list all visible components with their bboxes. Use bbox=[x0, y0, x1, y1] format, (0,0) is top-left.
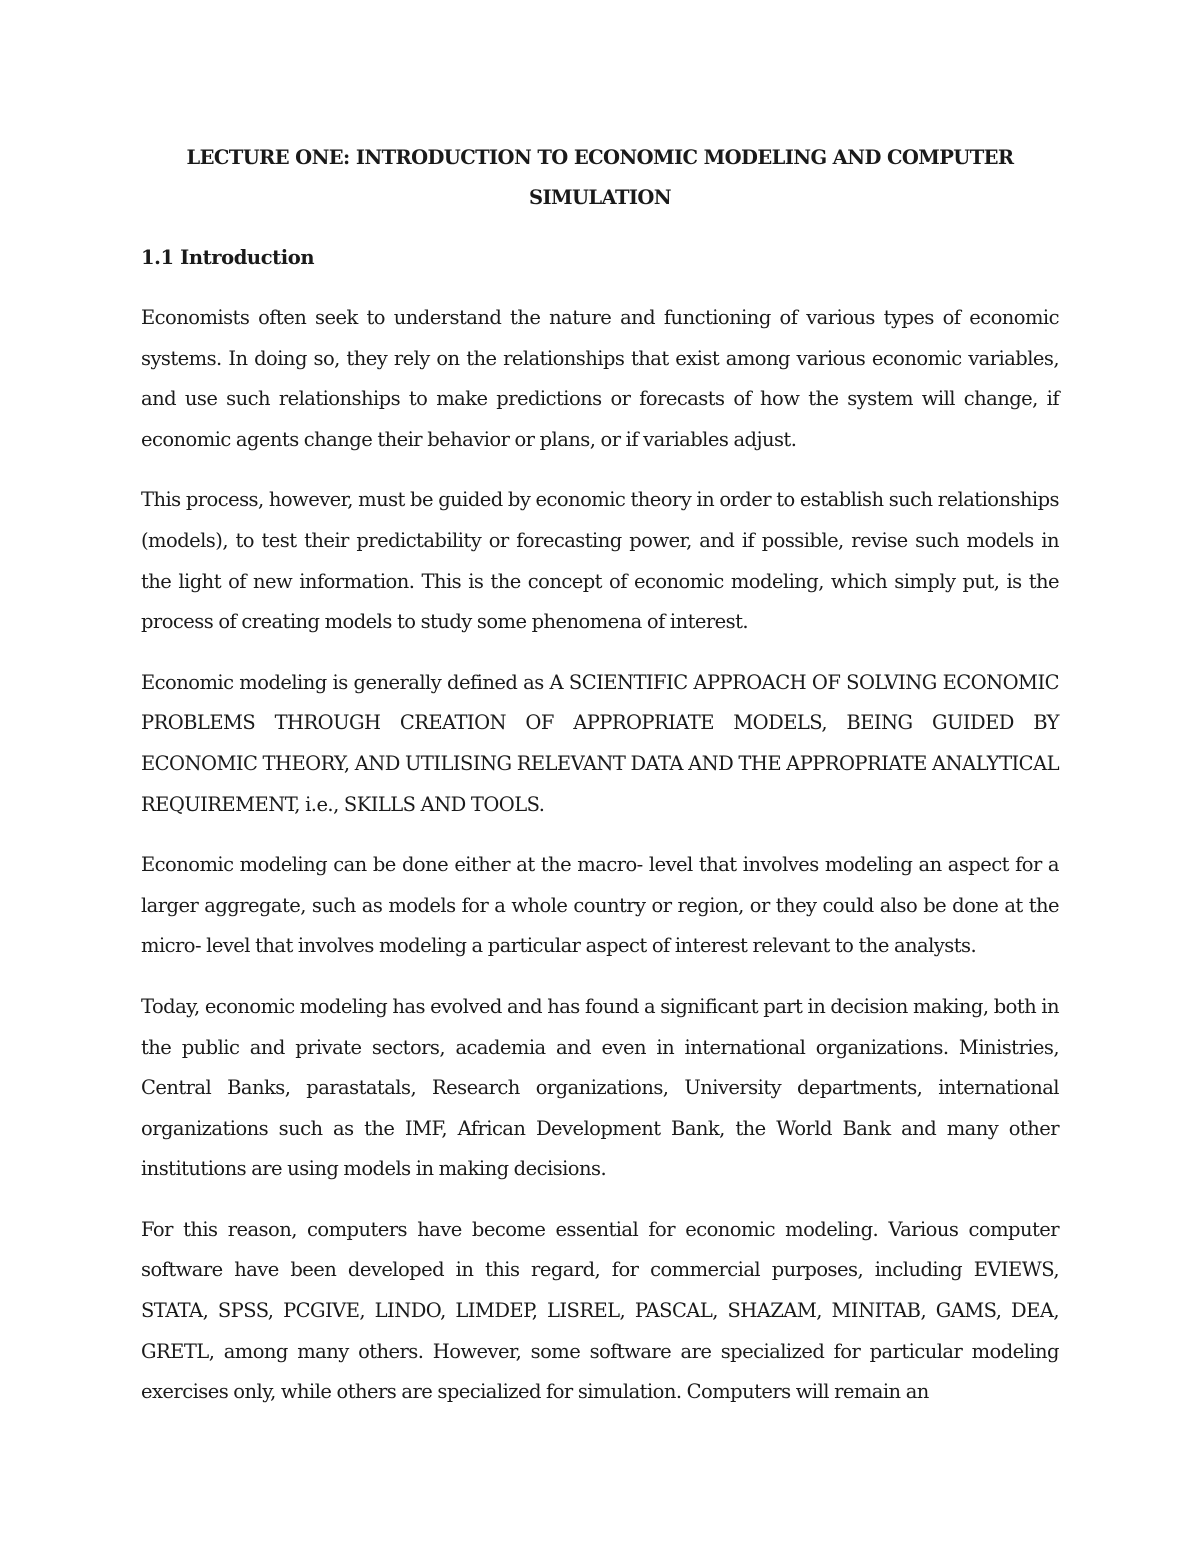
section-heading: 1.1 Introduction bbox=[141, 246, 315, 269]
paragraph-5: Today, economic modeling has evolved and has found a significant part in decision making, both in the public and private sectors, academia and even in international organizations. Ministries, Central Banks, parastatals, Research organizations, University departments, international organizations such as the IMF, African Development Bank, the World Bank and many other institutions are using models in making decisions. bbox=[141, 994, 1059, 1181]
paragraph-4: Economic modeling can be done either at the macro- level that involves modeling an aspect for a larger aggregate, such as models for a whole country or region, or they could also be done at the micro- level that involves modeling a particular aspect of interest relevant to the analysts. bbox=[141, 853, 1059, 958]
document-body bbox=[141, 138, 1059, 1433]
paragraph-2: This process, however, must be guided by economic theory in order to establish such relationships (models), to test their predictability or forecasting power, and if possible, revise such models in the light of new information. This is the concept of economic modeling, which simply put, is the process of creating models to study some phenomena of interest. bbox=[141, 488, 1059, 634]
paragraph-6: For this reason, computers have become essential for economic modeling. Various computer software have been developed in this regard, for commercial purposes, including EVIEWS, STATA, SPSS, PCGIVE, LINDO, LIMDEP, LISREL, PASCAL, SHAZAM, MINITAB, GAMS, DEA, GRETL, among many others. However, some software are specialized for particular modeling exercises only, while others are specialized for simulation. Computers will remain an bbox=[141, 1217, 1059, 1404]
page-title: LECTURE ONE: INTRODUCTION TO ECONOMIC MODELING AND COMPUTER SIMULATION bbox=[186, 146, 1014, 209]
paragraph-1: Economists often seek to understand the nature and functioning of various types of economic systems. In doing so, they rely on the relationships that exist among various economic variables, and use such relationships to make predictions or forecasts of how the system will change, if economic agents change their behavior or plans, or if variables adjust. bbox=[141, 306, 1059, 451]
paragraph-3: Economic modeling is generally defined as A SCIENTIFIC APPROACH OF SOLVING ECONOMIC PROBLEMS THROUGH CREATION OF APPROPRIATE MODELS, BEING GUIDED BY ECONOMIC THEORY, AND UTILISING RELEVANT DATA AND THE APPROPRIATE ANALYTICAL REQUIREMENT, i.e., SKILLS AND TOOLS. bbox=[141, 670, 1059, 816]
